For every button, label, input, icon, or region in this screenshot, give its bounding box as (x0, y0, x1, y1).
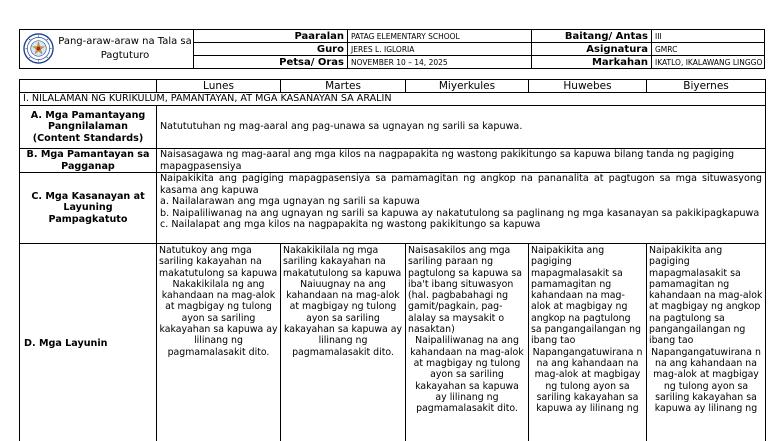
day-header-miyerkules: Miyerkules (406, 80, 529, 93)
date-value: NOVEMBER 10 – 14, 2025 (348, 56, 532, 69)
row-performance-standards (20, 149, 766, 173)
row-objectives (20, 244, 766, 441)
header-row-date (194, 56, 765, 69)
subject-label: Asignatura (532, 43, 652, 56)
competency-a: a. Nailalarawan ang mga ugnayan ng sarili sa kapuwa (160, 196, 420, 207)
objective-lunes (157, 244, 281, 441)
content-standards-text: Natututuhan ng mag-aaral ang pag-unawa sa ugnayan ng sarili sa kapuwa. (157, 106, 766, 149)
subject-value: GMRC (655, 45, 678, 54)
performance-standards-label: B. Mga Pamantayan sa Pagganap (20, 149, 157, 173)
objective-lunes-p1: Natutukoy ang mga sariling kakayahan na makatutulong sa kapuwa (159, 245, 278, 279)
header-row-teacher (194, 43, 765, 56)
objective-biyernes (647, 244, 766, 441)
section-title: I. NILALAMAN NG KURIKULUM, PAMANTAYAN, AT MGA KASANAYAN SA ARALIN (20, 93, 766, 106)
quarter-label: Markahan (532, 56, 652, 69)
grade-label: Baitang/ Antas (532, 30, 652, 43)
objective-huwebes (529, 244, 647, 441)
section-title-row (20, 93, 766, 106)
grade-value: III (655, 32, 662, 41)
objective-martes-p2: Naiuugnay na ang kahandaan na mag-alok at magbigay ng tulong ayon sa sariling kakayahan sa kapuwa ay lilinang ng pagmamalasakit dito. (283, 278, 403, 358)
competencies-label: C. Mga Kasanayan at Layuning Pampagkatuto (20, 173, 157, 244)
teacher-label: Guro (194, 43, 348, 56)
objective-miyerkules-p2: Naipaliliwanag na ang kahandaan na mag-alok at magbigay ng tulong ayon sa sariling kakayahan sa kapuwa ay lilinang ng pagmamalasakit dito. (410, 335, 524, 415)
competency-b: b. Naipaliliwanag na ang ugnayan ng sarili sa kapuwa ay nakatutulong sa paglinang ng mga kasanayan sa pakikipagkapuwa (160, 207, 760, 219)
school-value: PATAG ELEMENTARY SCHOOL (348, 30, 532, 43)
header-title: Pang-araw-araw na Tala sa Pagtuturo (58, 36, 192, 61)
teacher-value: JERES L. IGLORIA (348, 43, 532, 56)
objectives-label: D. Mga Layunin (20, 244, 157, 441)
deped-seal-icon (23, 33, 54, 64)
objective-biyernes-p2: Napangangatuwirana n na ang kahandaan na mag-alok at magbigay ng tulong ayon sa sariling kakayahan sa kapuwa ay lilinang ng (651, 346, 761, 415)
date-label: Petsa/ Oras (194, 56, 348, 69)
row-learning-competencies (20, 173, 766, 244)
header-title-cell (20, 30, 194, 68)
day-header-martes: Martes (281, 80, 406, 93)
row-content-standards (20, 106, 766, 149)
school-label: Paaralan (194, 30, 348, 43)
objective-miyerkules-p1: Naisasakilos ang mga sariling paraan ng pagtulong sa kapuwa sa iba't ibang situwasyon (hal. pagbabahagi ng gamit/pagkain, pag-alalay sa maysakit o nasaktan) (408, 245, 523, 336)
day-header-row (20, 80, 766, 93)
objective-martes (281, 244, 406, 441)
day-header-biyernes: Biyernes (647, 80, 766, 93)
lesson-plan-table (19, 79, 766, 441)
objective-lunes-p2: Nakakikilala ng ang kahandaan na mag-alok at magbigay ng tulong ayon sa sariling kakayahan sa kapuwa ay lilinang ng pagmamalasakit dito. (159, 278, 278, 358)
header-row-school (194, 30, 765, 43)
performance-standards-text: Naisasagawa ng mag-aaral ang mga kilos na nagpapakita ng wastong pakikitungo sa kapuwa bilang tanda ng pagiging mapagpasensiya (157, 149, 766, 173)
objective-biyernes-p1: Naipakikita ang pagiging mapagmalasakit sa pamamagitan ng kahandaan na mag-alok at magbigay ng angkop na pagtulong sa pangangailangan ng ibang tao (649, 245, 763, 347)
content-standards-label: A. Mga Pamantayang Pangnilalaman (Content Standards) (20, 106, 157, 149)
competencies-intro: Naipakikita ang pagiging mapagpasensiya sa pamamagitan ng angkop na pananalita at pagtugon sa mga situwasyong kasama ang kapuwa (160, 173, 762, 196)
day-header-huwebes: Huwebes (529, 80, 647, 93)
corner-cell (20, 80, 157, 93)
objective-miyerkules (406, 244, 529, 441)
objective-huwebes-p2: Napangangatuwirana n na ang kahandaan na mag-alok at magbigay ng tulong ayon sa sariling kakayahan sa kapuwa ay lilinang ng (532, 346, 643, 415)
quarter-value: IKATLO, IKALAWANG LINGGO (655, 58, 763, 67)
competencies-cell (157, 173, 766, 244)
day-header-lunes: Lunes (157, 80, 281, 93)
competency-c: c. Nailalapat ang mga kilos na nagpapakita ng wastong pakikitungo sa kapuwa (160, 219, 541, 230)
objective-huwebes-p1: Naipakikita ang pagiging mapagmalasakit sa pamamagitan ng kahandaan na mag-alok at magbigay ng angkop na pagtulong sa pangangailangan ng ibang tao (531, 245, 641, 347)
objective-martes-p1: Nakakikilala ng mga sariling kakayahan na makatutulong sa kapuwa (283, 245, 402, 279)
lesson-header (19, 29, 765, 69)
